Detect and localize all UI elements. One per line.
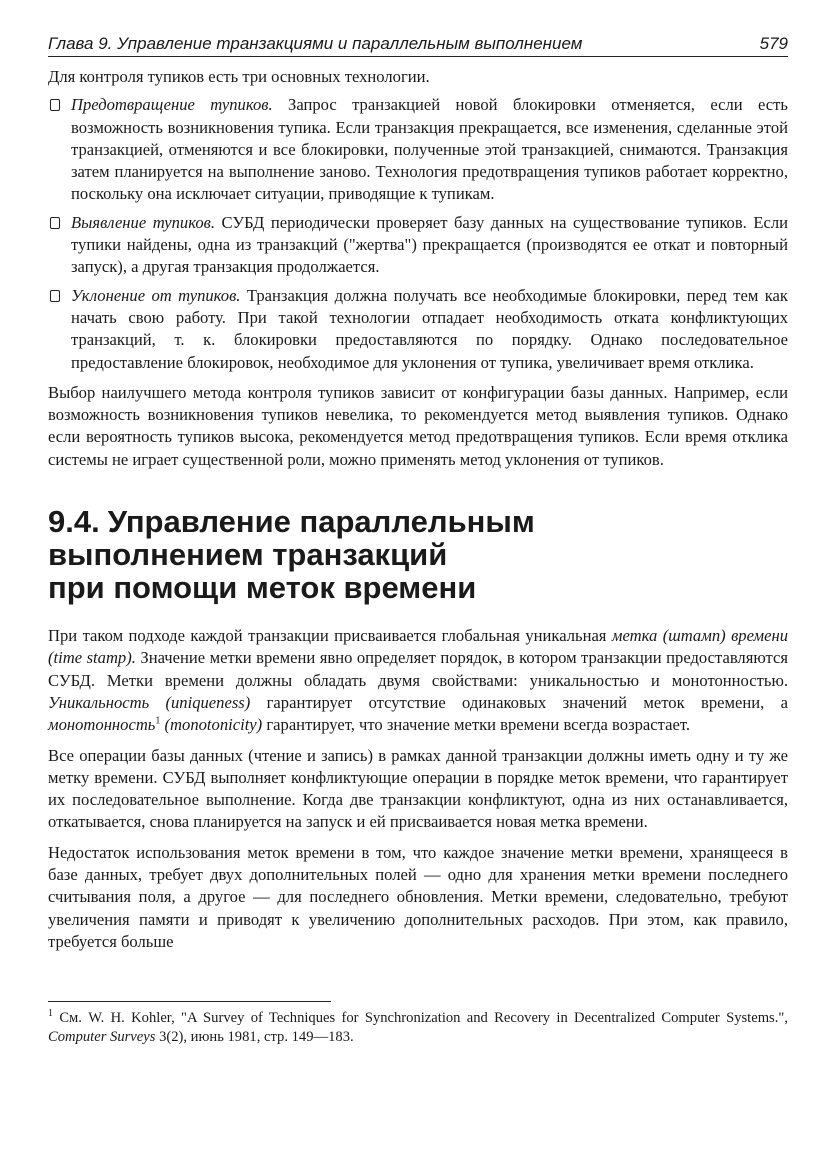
- section-heading: [48, 505, 788, 604]
- footnote-text: См. W. H. Kohler, "A Survey of Techniques for Synchronization and Recovery in Decentralized Computer Systems.",: [53, 1010, 788, 1027]
- page-number: 579: [759, 34, 788, 53]
- footnote-text: 3(2), июнь 1981, стр. 149—183.: [155, 1029, 354, 1046]
- drawback-paragraph: Недостаток использования меток времени в том, что каждое значение метки времени, хранящееся в базе данных, требует двух дополнительных полей — одно для хранения метки времени последнего считывания поля, а другое — для последнего обновления. Метки времени, следовательно, требуют увеличения памяти и приводят к увеличению дополнительных расходов. При этом, как правило, требуется больше: [48, 842, 788, 951]
- term-monotonicity-en: (monotonicity): [160, 715, 263, 735]
- footnote-journal: Computer Surveys: [48, 1029, 156, 1046]
- choice-paragraph: Выбор наилучшего метода контроля тупиков зависит от конфигурации базы данных. Например, если возможность возникновения тупиков невелика, то рекомендуется метод выявления тупиков. Однако если вероятность тупиков высока, рекомендуется метод предотвращения тупиков. Если время отклика системы не играет существенной роли, можно применять метод уклонения от тупиков.: [48, 382, 788, 469]
- section-title-line2: выполнением транзакций: [48, 537, 448, 573]
- section-title-line3: при помощи меток времени: [48, 570, 477, 606]
- text-run: При таком подходе каждой транзакции присваивается глобальная уникальная: [48, 626, 612, 646]
- term-timestamp-en: (time stamp).: [48, 648, 136, 668]
- footnote-divider: [48, 1001, 331, 1002]
- checkbox-bullet-icon: [50, 217, 60, 229]
- text-run: гарантирует отсутствие одинаковых значений меток времени, а: [250, 692, 788, 712]
- checkbox-bullet-icon: [50, 99, 60, 111]
- section-title-line1: Управление параллельным: [107, 504, 535, 540]
- footnote-reference[interactable]: 1: [155, 715, 161, 727]
- list-item-term: Предотвращение тупиков.: [71, 95, 273, 115]
- list-item-text: СУБД периодически проверяет базу данных на существование тупиков. Если тупики найдены, одна из транзакций ("жертва") прекращается (производятся ее откат и повторный запуск), а другая транзакция продолжается.: [71, 212, 788, 277]
- list-item: [48, 285, 788, 374]
- operations-paragraph: Все операции базы данных (чтение и запись) в рамках данной транзакции должны иметь одну и ту же метку времени. СУБД выполняет конфликтующие операции в порядке меток времени, что гарантирует их последовательное выполнение. Когда две транзакции конфликтуют, одна из них останавливается, откатывается, снова планируется на запуск и ей присваивается новая метка времени.: [48, 745, 788, 832]
- footnote-mark: 1: [48, 1008, 53, 1020]
- term-timestamp: метка (штамп) времени: [611, 626, 789, 646]
- book-page: [48, 34, 788, 1047]
- list-item: [48, 94, 788, 205]
- list-item: [48, 212, 788, 279]
- footnote: [48, 1009, 788, 1047]
- list-item-term: Уклонение от тупиков.: [71, 285, 241, 305]
- list-item-text: Запрос транзакцией новой блокировки отменяется, если есть возможность возникновения тупика. Если транзакция прекращается, все изменения, сделанные этой транзакцией, отменяются и все блокировки, полученные этой транзакцией, снимаются. Транзакция затем планируется на выполнение заново. Технология предотвращения тупиков работает корректно, поскольку она исключает ситуации, приводящие к тупикам.: [71, 95, 788, 204]
- checkbox-bullet-icon: [50, 290, 60, 302]
- list-item-text: Транзакция должна получать все необходимые блокировки, перед тем как начать свою работу. При такой технологии отпадает необходимость отката конфликтующих транзакций, т. к. блокировки предоставляются по порядку. Однако последовательное предоставление блокировок, необходимое для уклонения от тупика, увеличивает время отклика.: [71, 285, 788, 372]
- chapter-title: Глава 9. Управление транзакциями и параллельным выполнением: [48, 34, 583, 53]
- text-run: гарантирует, что значение метки времени всегда возрастает.: [262, 715, 690, 735]
- timestamp-intro-paragraph: [48, 625, 788, 736]
- running-header: [48, 34, 788, 57]
- list-item-term: Выявление тупиков.: [71, 212, 216, 232]
- text-run: Значение метки времени явно определяет порядок, в котором транзакции предоставляются СУБД. Метки времени должны обладать двумя свойствами: уникальностью и монотонностью.: [48, 648, 788, 690]
- section-number: 9.4.: [48, 504, 100, 540]
- term-monotonicity: монотонность: [48, 715, 156, 735]
- term-uniqueness: Уникальность (uniqueness): [48, 692, 251, 712]
- intro-paragraph: Для контроля тупиков есть три основных технологии.: [48, 67, 430, 86]
- deadlock-techniques-list: [48, 94, 788, 374]
